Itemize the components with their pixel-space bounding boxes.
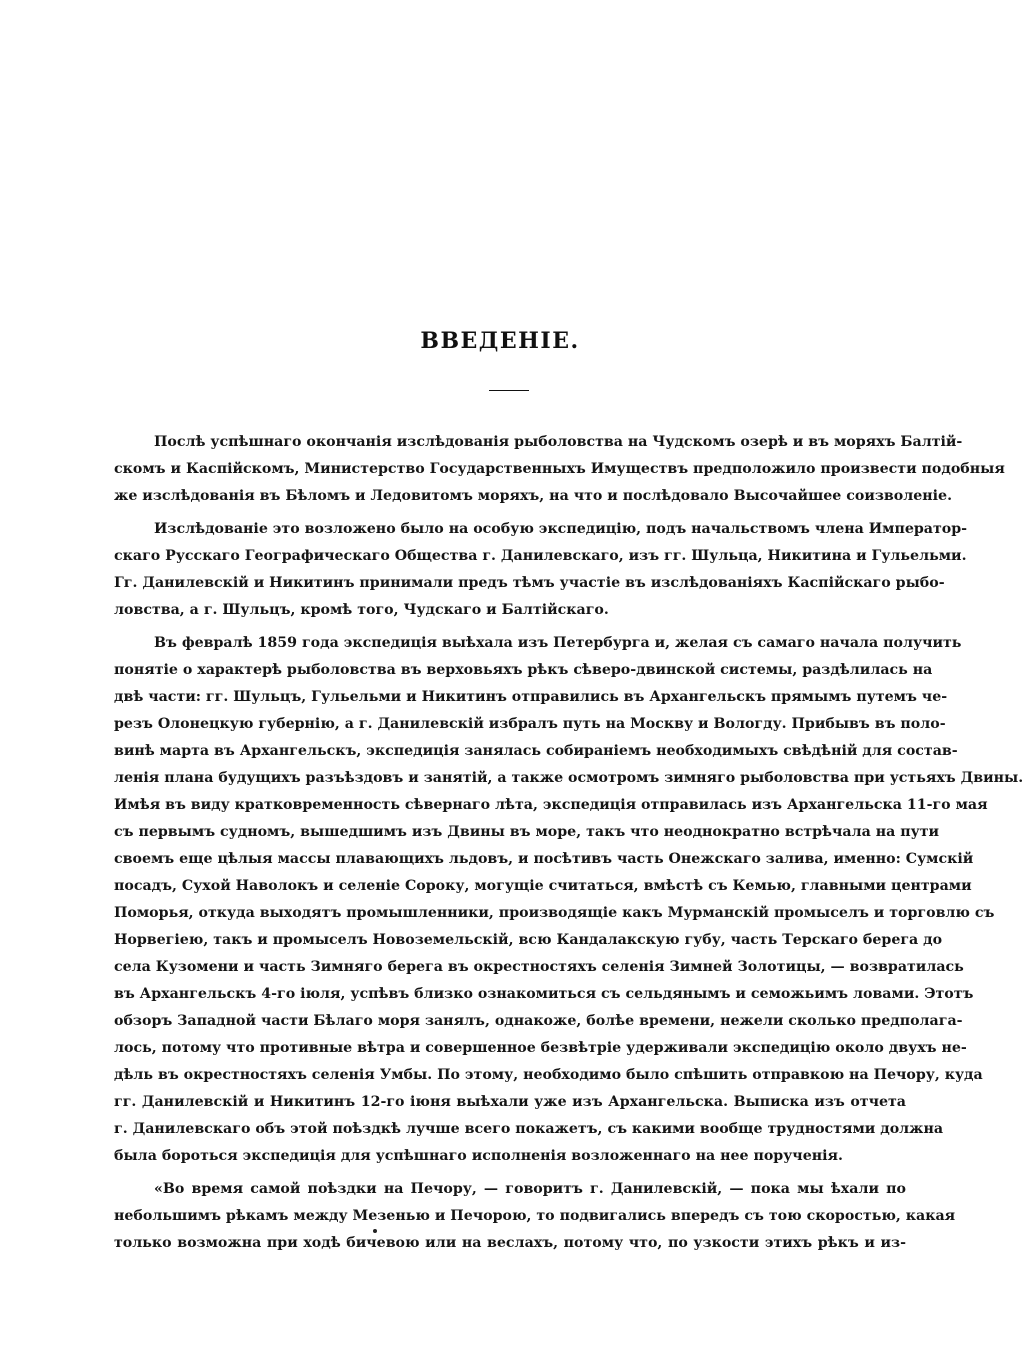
- title-divider: [489, 390, 529, 391]
- text-line: «Во время самой поѣздки на Печору, — говоритъ г. Данилевскій, — пока мы ѣхали по: [154, 1181, 906, 1197]
- text-line: своемъ еще цѣлыя массы плавающихъ льдовъ, и посѣтивъ часть Онежскаго залива, именно: Сумскій: [114, 851, 974, 867]
- text-line: съ первымъ судномъ, вышедшимъ изъ Двины въ море, такъ что неоднократно встрѣчала на пути: [114, 824, 940, 840]
- text-line: посадъ, Сухой Наволокъ и селеніе Сороку, могущіе считаться, вмѣстѣ съ Кемью, главными центрами: [114, 878, 972, 894]
- text-line: Поморья, откуда выходятъ промышленники, производящіе какъ Мурманскій промыселъ и торговлю съ: [114, 905, 995, 921]
- ink-speck: [373, 1229, 377, 1233]
- text-line: же изслѣдованія въ Бѣломъ и Ледовитомъ моряхъ, на что и послѣдовало Высочайшее соизволеніе.: [114, 488, 953, 504]
- text-line: только возможна при ходѣ бичевою или на веслахъ, потому что, по узкости этихъ рѣкъ и из-: [114, 1235, 906, 1251]
- text-line: въ Архангельскъ 4-го іюля, успѣвъ близко ознакомиться съ сельдянымъ и семожьимъ ловами. Этотъ: [114, 986, 974, 1002]
- text-line: Имѣя въ виду кратковременность сѣвернаго лѣта, экспедиція отправилась изъ Архангельска 11-го мая: [114, 797, 988, 813]
- text-line: ловства, а г. Шульцъ, кромѣ того, Чудскаго и Балтійскаго.: [114, 602, 609, 618]
- text-line: скаго Русскаго Географическаго Общества г. Данилевскаго, изъ гг. Шульца, Никитина и Гульельми.: [114, 548, 967, 564]
- body-text: [114, 429, 1023, 1263]
- paragraph-3: [114, 630, 1023, 1170]
- text-line: Норвегіею, такъ и промыселъ Новоземельскій, всю Кандалакскую губу, часть Терскаго берега до: [114, 932, 943, 948]
- text-line: дѣль въ окрестностяхъ селенія Умбы. По этому, необходимо было спѣшить отправкою на Печору, куда: [114, 1067, 983, 1083]
- text-line: двѣ части: гг. Шульцъ, Гульельми и Никитинъ отправились въ Архангельскъ прямымъ путемъ че-: [114, 689, 948, 705]
- text-line: Гг. Данилевскій и Никитинъ принимали предъ тѣмъ участіе въ изслѣдованіяхъ Каспійскаго рыбо-: [114, 575, 945, 591]
- text-line: винѣ марта въ Архангельскъ, экспедиція занялась собираніемъ необходимыхъ свѣдѣній для состав-: [114, 743, 958, 759]
- text-line: ленія плана будущихъ разъѣздовъ и занятій, а также осмотромъ зимняго рыболовства при устьяхъ Двины.: [114, 770, 1023, 786]
- text-line: Изслѣдованіе это возложено было на особую экспедицію, подъ начальствомъ члена Император-: [154, 521, 968, 537]
- text-line: скомъ и Каспійскомъ, Министерство Государственныхъ Имуществъ предположило произвести подобныя: [114, 461, 1005, 477]
- text-line: небольшимъ рѣкамъ между Мезенью и Печорою, то подвигались впередъ съ тою скоростью, какая: [114, 1208, 956, 1224]
- paragraph-1: [114, 429, 1005, 510]
- text-line: села Кузомени и часть Зимняго берега въ окрестностяхъ селенія Зимней Золотицы, — возвратилась: [114, 959, 964, 975]
- paragraph-4: [114, 1176, 956, 1257]
- text-line: была бороться экспедиція для успѣшнаго исполненія возложеннаго на нее порученія.: [114, 1148, 843, 1164]
- text-line: гг. Данилевскій и Никитинъ 12-го іюня выѣхали уже изъ Архангельска. Выписка изъ отчета: [114, 1094, 906, 1110]
- text-line: обзоръ Западной части Бѣлаго моря занялъ, однакоже, болѣе времени, нежели сколько предполага-: [114, 1013, 963, 1029]
- page-title: ВВЕДЕНІЕ.: [420, 328, 580, 354]
- text-line: г. Данилевскаго объ этой поѣздкѣ лучше всего покажетъ, съ какими вообще трудностями должна: [114, 1121, 944, 1137]
- text-line: лось, потому что противные вѣтра и совершенное безвѣтріе удерживали экспедицію около двухъ не-: [114, 1040, 967, 1056]
- text-line: Послѣ успѣшнаго окончанія изслѣдованія рыболовства на Чудскомъ озерѣ и въ моряхъ Балтій-: [154, 434, 963, 450]
- text-line: Въ февралѣ 1859 года экспедиція выѣхала изъ Петербурга и, желая съ самаго начала получить: [154, 635, 962, 651]
- text-line: понятіе о характерѣ рыболовства въ верховьяхъ рѣкъ сѣверо-двинской системы, раздѣлилась на: [114, 662, 933, 678]
- text-line: резъ Олонецкую губернію, а г. Данилевскій избралъ путь на Москву и Вологду. Прибывъ въ поло-: [114, 716, 946, 732]
- paragraph-2: [114, 516, 968, 624]
